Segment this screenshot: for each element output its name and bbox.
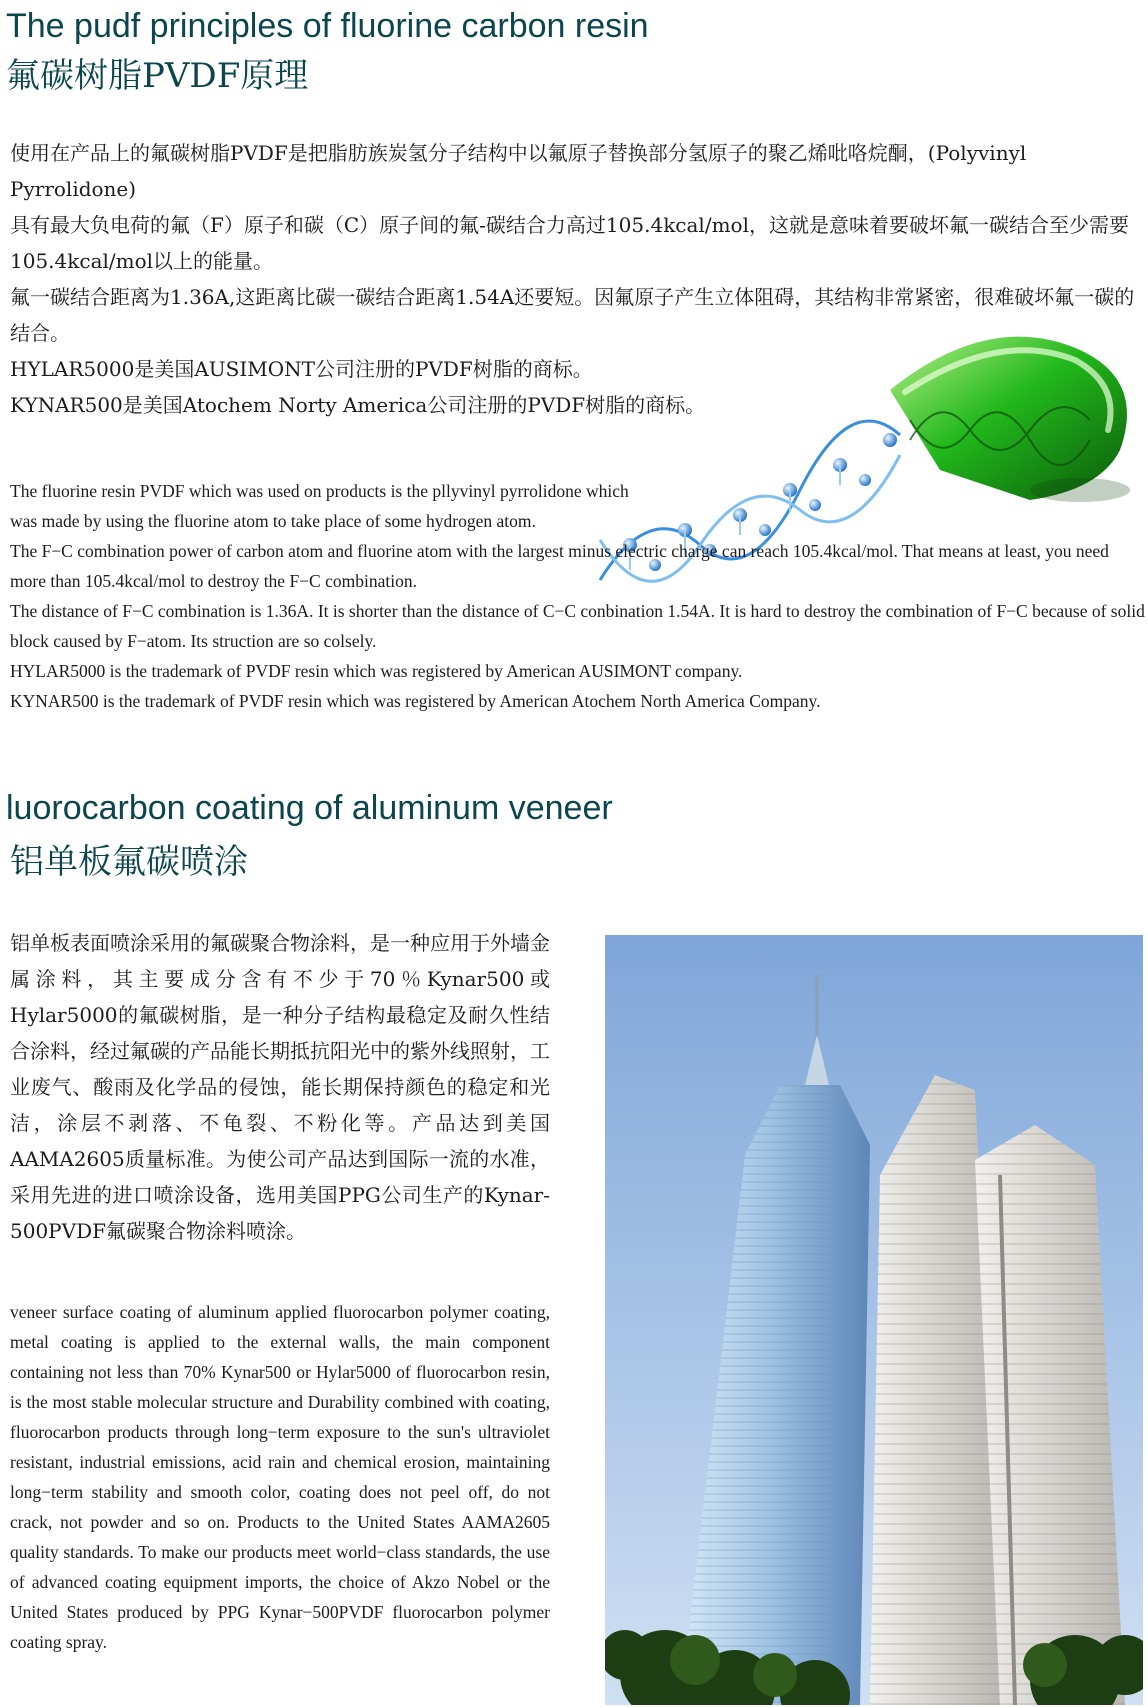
- cn-paragraph: 使用在产品上的氟碳树脂PVDF是把脂肪族炭氢分子结构中以氟原子替换部分氢原子的聚乙烯吡咯烷酮，(Polyvinyl Pyrrolidone): [10, 141, 1027, 201]
- section2-english-text: [10, 1297, 550, 1657]
- section1-english-text: [10, 476, 1145, 716]
- cn-paragraph: 具有最大负电荷的氟（F）原子和碳（C）原子间的氟-碳结合力高过105.4kcal/mol，这就是意味着要破坏氟一碳结合至少需要105.4kcal/mol以上的能量。: [10, 213, 1129, 273]
- section1-title-en: The pudf principles of fluorine carbon resin: [6, 7, 649, 45]
- en-paragraph: The fluorine resin PVDF which was used on products is the pllyvinyl pyrrolidone which: [10, 481, 629, 501]
- cn-paragraph: KYNAR500是美国Atochem Norty America公司注册的PVDF树脂的商标。: [10, 393, 706, 417]
- section1-chinese-text: [10, 135, 1140, 423]
- en-paragraph: The distance of F−C combination is 1.36A. It is shorter than the distance of C−C conbination 1.54A. It is hard to destroy the combination of F−C because of solid block caused by F−atom. Its struction are so colsely.: [10, 601, 1145, 651]
- en-paragraph: veneer surface coating of aluminum applied fluorocarbon polymer coating, metal coating is applied to the external walls, the main component containing not less than 70% Kynar500 or Hylar5000 of fluorocarbon resin, is the most stable molecular structure and Durability combined with coating, fluorocarbon products through long−term exposure to the sun's ultraviolet resistant, industrial emissions, acid rain and chemical erosion, maintaining long−term stability and smooth color, coating does not peel off, do not crack, not powder and so on. Products to the United States AAMA2605 quality standards. To make our products meet world−class standards, the use of advanced coating equipment imports, the choice of Akzo Nobel or the United States produced by PPG Kynar−500PVDF fluorocarbon polymer coating spray.: [10, 1302, 550, 1652]
- section2-title-en: luorocarbon coating of aluminum veneer: [6, 789, 613, 827]
- cn-paragraph: HYLAR5000是美国AUSIMONT公司注册的PVDF树脂的商标。: [10, 357, 593, 381]
- section-pvdf-principles: [0, 0, 1148, 720]
- en-paragraph: The F−C combination power of carbon atom and fluorine atom with the largest minus electric charge can reach 105.4kcal/mol. That means at least, you need more than 105.4kcal/mol to destroy the F−C combination.: [10, 541, 1109, 591]
- section2-title-cn: 铝单板氟碳喷涂: [10, 842, 248, 882]
- section-aluminum-veneer-coating: [0, 780, 1148, 1707]
- en-paragraph: was made by using the fluorine atom to take place of some hydrogen atom.: [10, 511, 536, 531]
- skyscraper-photo: [605, 935, 1143, 1705]
- cn-paragraph: 铝单板表面喷涂采用的氟碳聚合物涂料，是一种应用于外墙金属涂料，其主要成分含有不少于70％Kynar500或Hylar5000的氟碳树脂，是一种分子结构最稳定及耐久性结合涂料，经过氟碳的产品能长期抵抗阳光中的紫外线照射，工业废气、酸雨及化学品的侵蚀，能长期保持颜色的稳定和光洁，涂层不剥落、不龟裂、不粉化等。产品达到美国AAMA2605质量标准。为使公司产品达到国际一流的水准，采用先进的进口喷涂设备，选用美国PPG公司生产的Kynar-500PVDF氟碳聚合物涂料喷涂。: [10, 931, 550, 1243]
- en-paragraph: KYNAR500 is the trademark of PVDF resin which was registered by American Atochem North America Company.: [10, 691, 821, 711]
- en-paragraph: HYLAR5000 is the trademark of PVDF resin which was registered by American AUSIMONT company.: [10, 661, 743, 681]
- section1-title-cn: 氟碳树脂PVDF原理: [6, 56, 309, 96]
- section2-chinese-text: [10, 925, 550, 1249]
- cn-paragraph: 氟一碳结合距离为1.36A,这距离比碳一碳结合距离1.54A还要短。因氟原子产生立体阻碍，其结构非常紧密，很难破坏氟一碳的结合。: [10, 285, 1135, 345]
